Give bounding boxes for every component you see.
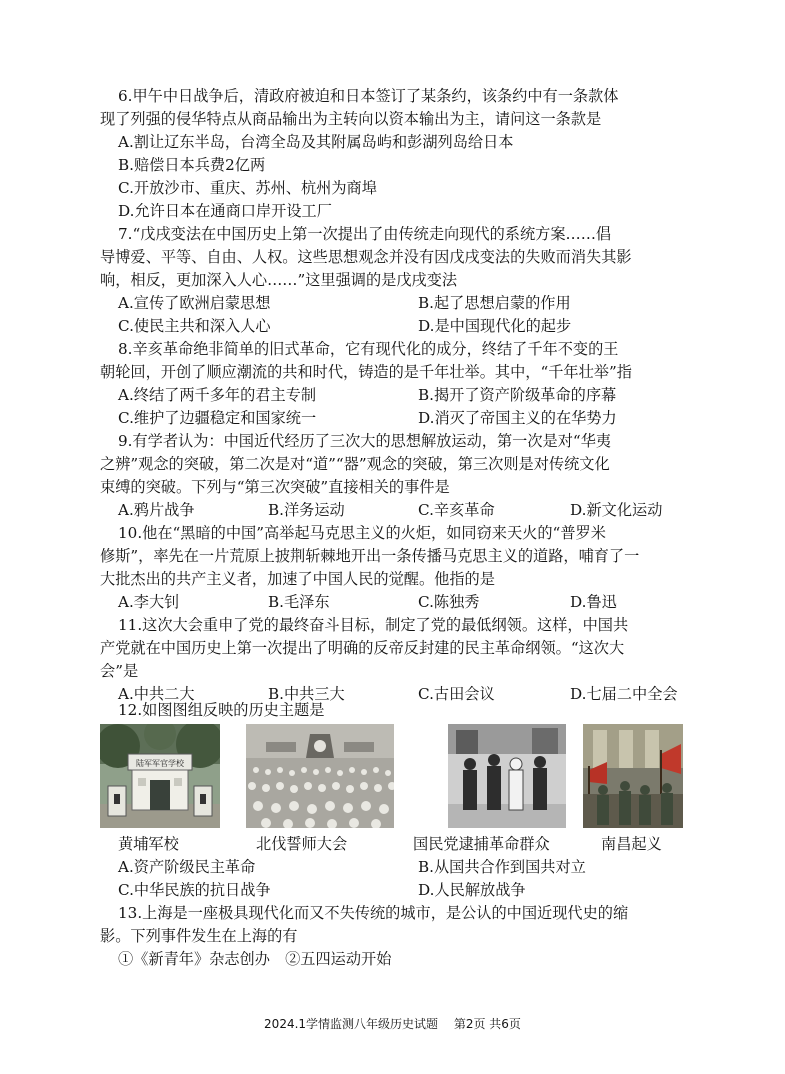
q10-option-c: C.陈独秀 <box>418 593 480 611</box>
nanchang-uprising-painting <box>583 724 683 828</box>
q8-stem-line1: 8.辛亥革命绝非简单的旧式革命，它有现代化的成分，终结了千年不变的王 <box>118 340 619 358</box>
q11-option-d: D.七届二中全会 <box>570 685 678 703</box>
q7-option-c: C.使民主共和深入人心 <box>118 317 271 335</box>
q11-option-a: A.中共二大 <box>118 685 195 703</box>
q11-stem-line2: 产党就在中国历史上第一次提出了明确的反帝反封建的民主革命纲领。“这次大 <box>100 639 625 657</box>
q9-stem-line1: 9.有学者认为：中国近代经历了三次大的思想解放运动，第一次是对“华夷 <box>118 432 612 450</box>
q12-option-b: B.从国共合作到国共对立 <box>418 858 586 876</box>
caption-whampoa: 黄埔军校 <box>118 835 179 853</box>
q10-option-b: B.毛泽东 <box>268 593 330 611</box>
caption-nanchang: 南昌起义 <box>601 835 662 853</box>
q10-stem-line3: 大批杰出的共产主义者，加速了中国人民的觉醒。他指的是 <box>100 570 495 588</box>
q8-stem-line2: 朝轮回，开创了顺应潮流的共和时代，铸造的是千年壮举。其中，“千年壮举”指 <box>100 363 632 381</box>
q11-stem-line1: 11.这次大会重申了党的最终奋斗目标，制定了党的最低纲领。这样，中国共 <box>118 616 629 634</box>
q8-option-b: B.揭开了资产阶级革命的序幕 <box>418 386 617 404</box>
page-footer: 2024.1学情监测八年级历史试题 第2页 共6页 <box>264 1017 521 1031</box>
caption-northern-expedition: 北伐誓师大会 <box>256 835 348 853</box>
q10-option-a: A.李大钊 <box>118 593 180 611</box>
q11-option-b: B.中共三大 <box>268 685 345 703</box>
q10-stem-line1: 10.他在“黑暗的中国”高举起马克思主义的火炬，如同窃来天火的“普罗米 <box>118 524 606 542</box>
q9-stem-line2: 之辨”观念的突破，第二次是对“道”“器”观念的突破，第三次则是对传统文化 <box>100 455 610 473</box>
q12-option-d: D.人民解放战争 <box>418 881 526 899</box>
q6-option-b: B.赔偿日本兵费2亿两 <box>118 156 266 174</box>
whampoa-academy-photo <box>100 724 220 828</box>
q7-stem-line3: 响，相反，更加深入人心……”这里强调的是戊戌变法 <box>100 271 458 289</box>
q12-option-c: C.中华民族的抗日战争 <box>118 881 271 899</box>
q10-option-d: D.鲁迅 <box>570 593 617 611</box>
q8-option-c: C.维护了边疆稳定和国家统一 <box>118 409 317 427</box>
q6-option-c: C.开放沙市、重庆、苏州、杭州为商埠 <box>118 179 377 197</box>
q6-option-d: D.允许日本在通商口岸开设工厂 <box>118 202 332 220</box>
q10-stem-line2: 修斯”，率先在一片荒原上披荆斩棘地开出一条传播马克思主义的道路，哺育了一 <box>100 547 640 565</box>
q6-stem-line2: 现了列强的侵华特点从商品输出为主转向以资本输出为主，请问这一条款是 <box>100 110 602 128</box>
q9-option-a: A.鸦片战争 <box>118 501 195 519</box>
q11-option-c: C.古田会议 <box>418 685 495 703</box>
northern-expedition-rally-photo <box>246 724 394 828</box>
q7-stem-line2: 导博爱、平等、自由、人权。这些思想观念并没有因戊戌变法的失败而消失其影 <box>100 248 632 266</box>
caption-arrest: 国民党逮捕革命群众 <box>413 835 550 853</box>
q13-stem-line1: 13.上海是一座极具现代化而又不失传统的城市，是公认的中国近现代史的缩 <box>118 904 629 922</box>
q12-stem-line1: 12.如图图组反映的历史主题是 <box>118 701 325 719</box>
q7-option-a: A.宣传了欧洲启蒙思想 <box>118 294 271 312</box>
q13-stem-line2: 影。下列事件发生在上海的有 <box>100 927 298 945</box>
q6-stem-line1: 6.甲午中日战争后，清政府被迫和日本签订了某条约，该条约中有一条款体 <box>118 87 619 105</box>
q7-option-b: B.起了思想启蒙的作用 <box>418 294 571 312</box>
q11-stem-line3: 会”是 <box>100 662 139 680</box>
q6-option-a: A.割让辽东半岛，台湾全岛及其附属岛屿和彭湖列岛给日本 <box>118 133 514 151</box>
q9-option-c: C.辛亥革命 <box>418 501 495 519</box>
gate-sign-text: 陆军军官学校 <box>136 759 184 768</box>
q9-stem-line3: 束缚的突破。下列与“第三次突破”直接相关的事件是 <box>100 478 450 496</box>
q7-option-d: D.是中国现代化的起步 <box>418 317 572 335</box>
q8-option-d: D.消灭了帝国主义的在华势力 <box>418 409 617 427</box>
arrest-of-revolutionaries-photo <box>448 724 566 828</box>
q12-option-a: A.资产阶级民主革命 <box>118 858 256 876</box>
q9-option-d: D.新文化运动 <box>570 501 663 519</box>
q8-option-a: A.终结了两千多年的君主专制 <box>118 386 317 404</box>
q9-option-b: B.洋务运动 <box>268 501 345 519</box>
q7-stem-line1: 7.“戊戌变法在中国历史上第一次提出了由传统走向现代的系统方案……倡 <box>118 225 612 243</box>
q13-items: ①《新青年》杂志创办 ②五四运动开始 <box>118 950 392 968</box>
